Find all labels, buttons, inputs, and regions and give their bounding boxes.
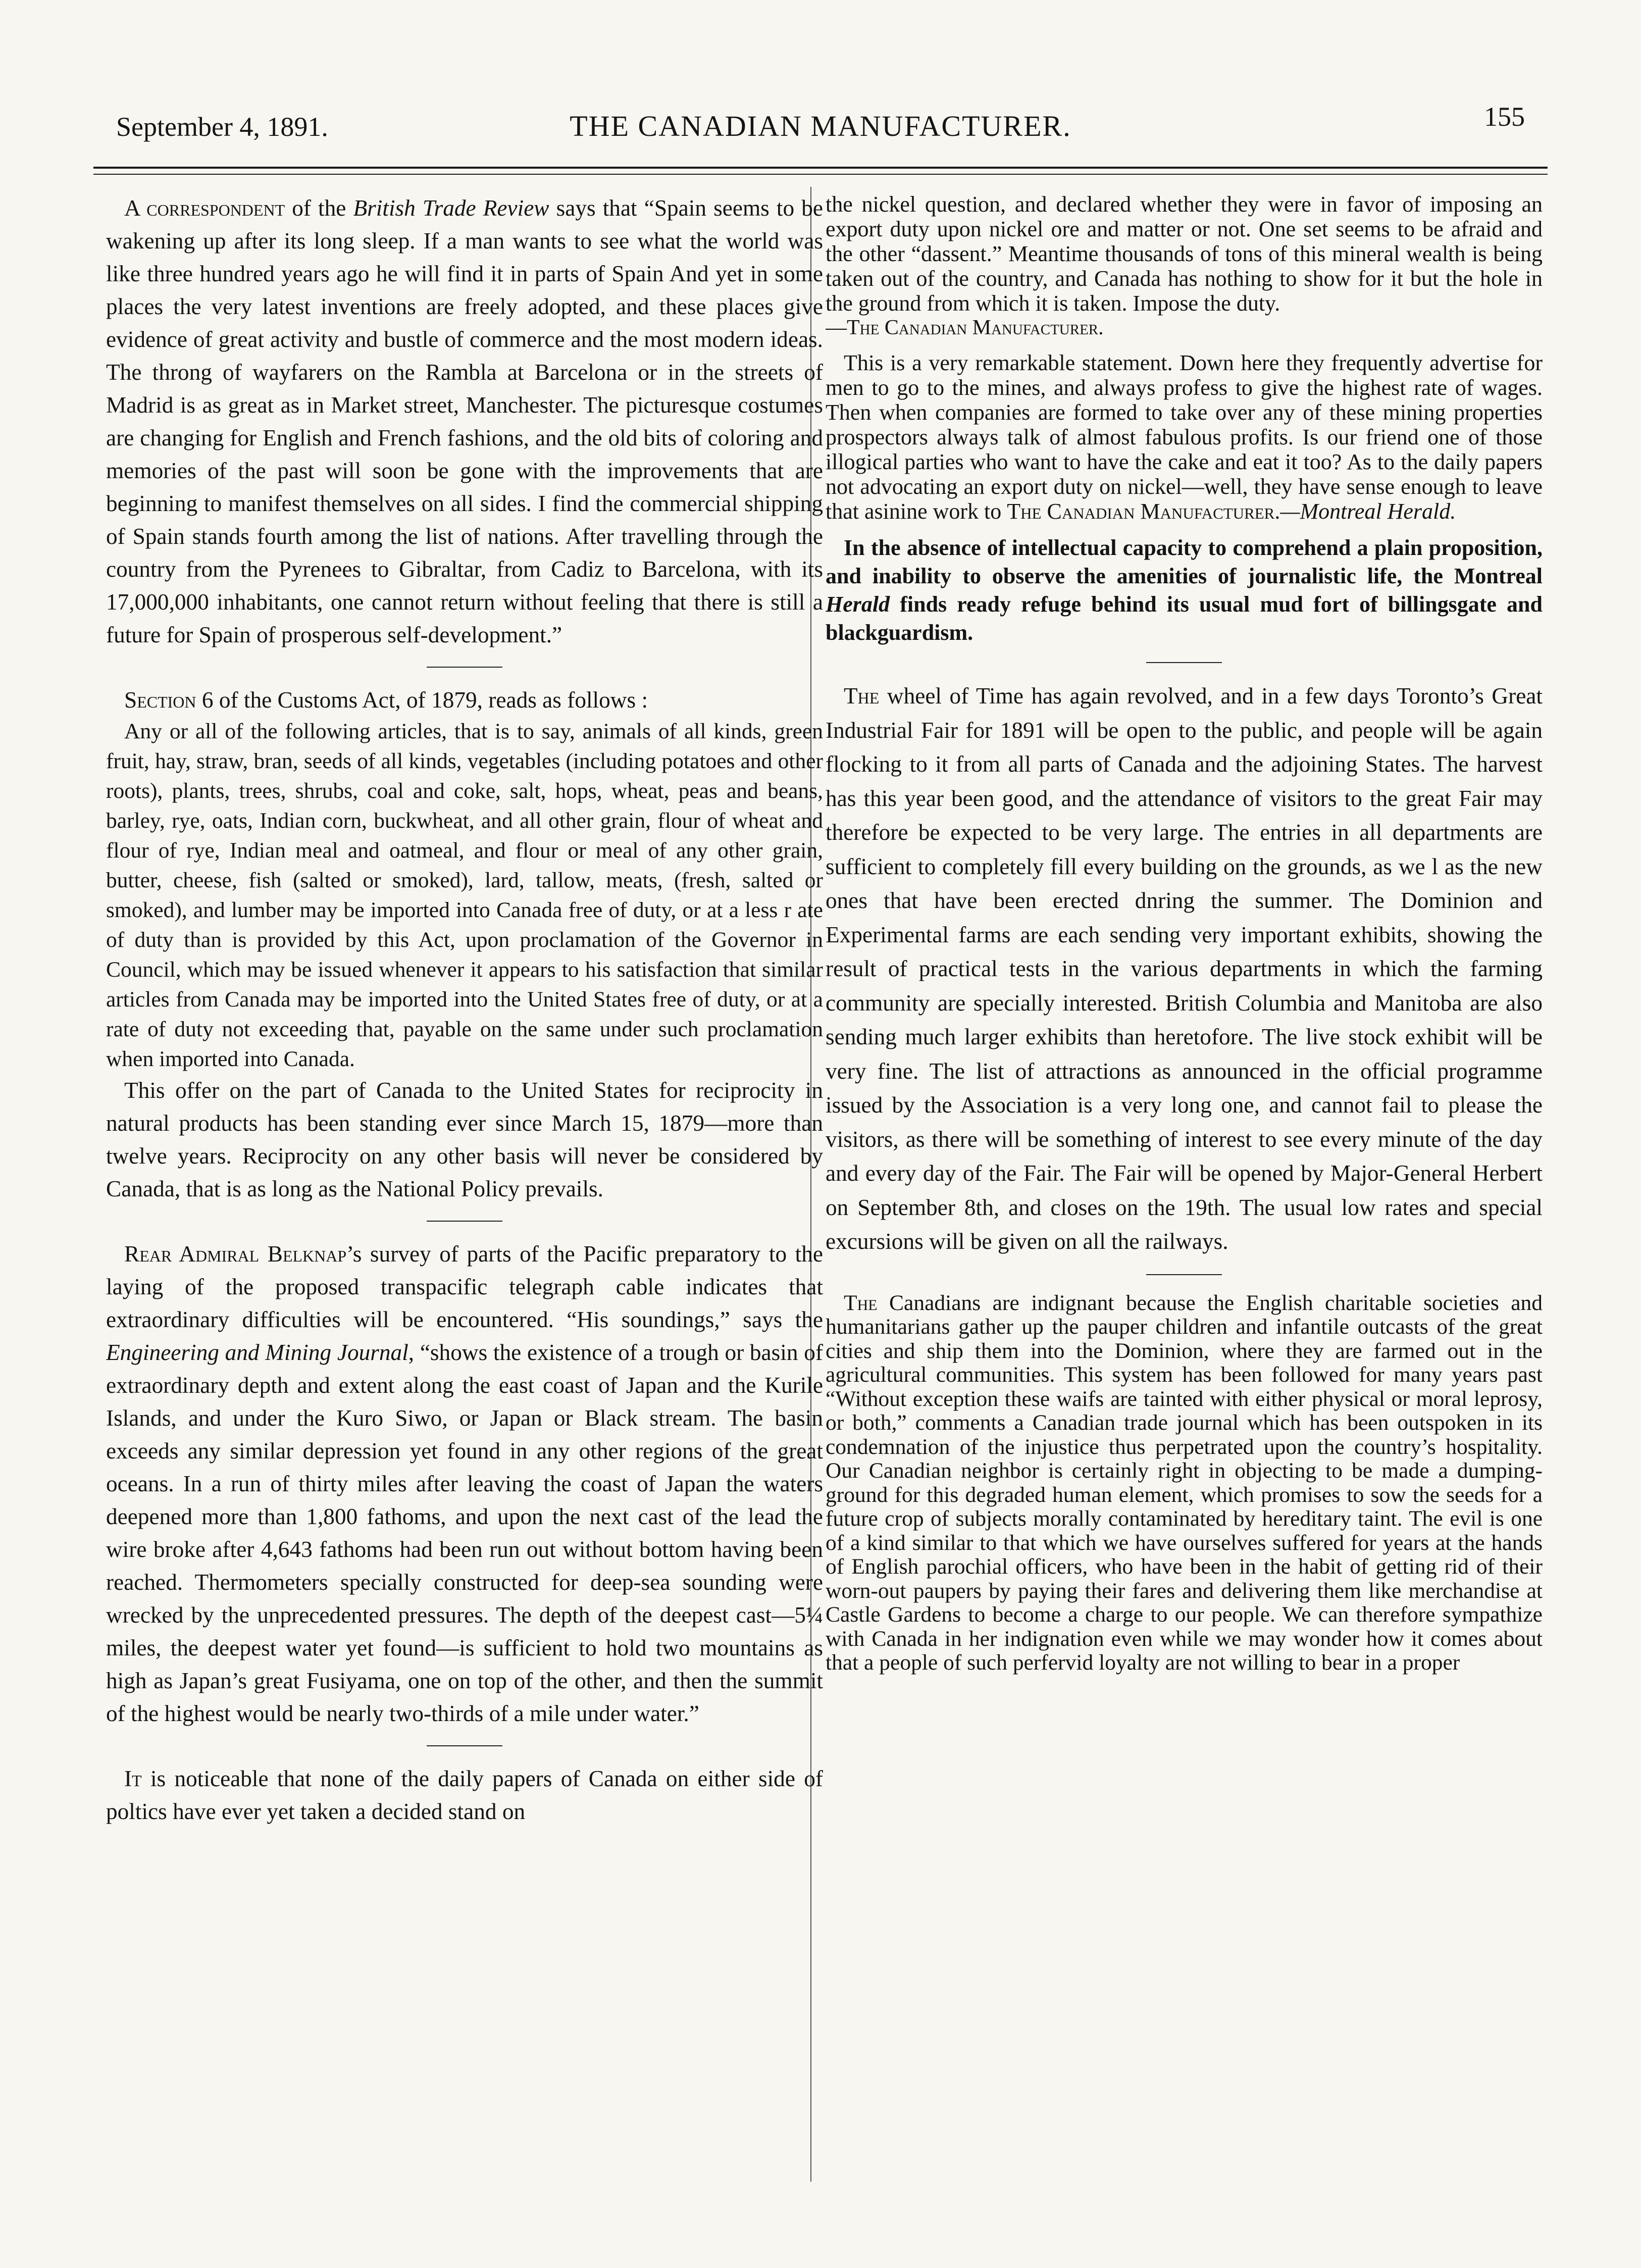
source-name: British Trade Review — [353, 195, 549, 221]
publication-title: THE CANADIAN MANUFACTURER. — [570, 110, 1071, 142]
article-belknap: Rear Admiral Belknap’s survey of parts of the Pacific preparatory to the laying of the proposed transpacific telegraph cable indicates that extraordinary difficulties will be encountered. “His soundings,” says the Engineering and Mining Journal, “shows the existence of a trough or basin of extraordinary depth and extent along the east coast of Japan and the Kurile Islands, and under the Kuro Siwo, or Japan or Black stream. The basin exceeds any similar depression yet found in any other regions of the great oceans. In a run of thirty miles after leaving the coast of Japan the waters deepened more than 1,800 fathoms, and upon the next cast of the lead the wire broke after 4,643 fathoms had been run out without bottom having been reached. Thermometers specially constructed for deep-sea sounding were wrecked by the unprecedented pressures. The depth of the deepest cast—5¼ miles, the deepest water yet found—is sufficient to hold two mountains as high as Japan’s great Fusiyama, one on top of the other, and then the summit of the highest would be nearly two-thirds of a mile under water.” — [106, 1241, 823, 1726]
page-number: 155 — [1484, 102, 1525, 132]
nickel-signature: —The Canadian Manufacturer. — [826, 316, 1104, 339]
section-separator — [427, 1745, 502, 1746]
right-column — [826, 192, 1543, 2161]
customs-offer-paragraph: This offer on the part of Canada to the United States for reciprocity in natural products has been standing ever since March 15, 1879—more than twelve years. Reciprocity on any other basis will never be considered by Canada, that is as long as the National Policy prevails. — [106, 1078, 823, 1201]
article-lead: A correspondent — [124, 195, 285, 221]
article-lead: Section — [124, 687, 196, 713]
herald-quote: This is a very remarkable statement. Down here they frequently advertise for men to go to the mines, and always profess to give the highest rate of wages. Then when companies are formed to take over any of these mining properties prospectors always talk of almost fabulous profits. Is our friend one of those illogical parties who want to have the cake and eat it too? As to the daily papers not advocating an export duty on nickel—well, they have sense enough to leave that asinine work to The Canadian Manufacturer.—Montreal Herald. — [826, 350, 1543, 524]
article-toronto-fair: The wheel of Time has again revolved, and in a few days Toronto’s Great Industrial Fair for 1891 will be open to the public, and people will be again flocking to it from all parts of Canada and the adjoining States. The harvest has this year been good, and the attendance of visitors to the great Fair may therefore be expected to be very large. The entries in all departments are sufficient to completely fill every building on the grounds, as we l as the new ones that have been erected dnring the summer. The Dominion and Experimental farms are each sending very important exhibits, showing the result of practical tests in the various departments in which the farming community are specially interested. British Columbia and Manitoba are also sending much larger exhibits than heretofore. The live stock exhibit will be very fine. The list of attractions as announced in the official programme issued by the Association is a very long one, and cannot fail to please the visitors, as there will be something of interest to see every minute of the day and every day of the Fair. The Fair will be opened by Major-General Herbert on September 8th, and closes on the 19th. The usual low rates and special excursions will be given on all the railways. — [826, 683, 1543, 1254]
source-name: —Montreal Herald. — [1280, 499, 1456, 524]
article-customs-intro: Section 6 of the Customs Act, of 1879, reads as follows : — [124, 687, 648, 713]
paper-name: The Canadian Manufacturer. — [1007, 499, 1280, 524]
article-lead: Rear Admiral Belknap — [124, 1241, 347, 1267]
article-paupers: The Canadians are indignant because the English charitable societies and humanitarians gather up the pauper children and infantile outcasts of the great cities and ship them into the Dominion, where they are farmed out in the agricultural communities. This system has been followed for many years past “Without exception these waifs are tainted with either physical or moral leprosy, or both,” comments a Canadian trade journal which has been outspoken in its condemnation of the injustice thus perpetrated upon the country’s hospitality. Our Canadian neighbor is certainly right in objecting to be made a dumping-ground for this degraded human element, which promises to sow the seeds for a future crop of subjects morally contaminated by hereditary taint. The evil is one of a kind similar to that which we have ourselves suffered for years at the hands of English parochial officers, who have been in the habit of getting rid of their worn-out paupers by paying their fares and delivering them like merchandise at Castle Gardens to become a charge to our people. We can therefore sympathize with Canada in her indignation even while we may wonder how it comes about that a people of such perfervid loyalty are not willing to bear in a proper — [826, 1290, 1543, 1675]
customs-act-quote: Any or all of the following articles, that is to say, animals of all kinds, green fruit, hay, straw, bran, seeds of all kinds, vegetables (including potatoes and other roots), plants, trees, shrubs, coal and coke, salt, hops, wheat, peas and beans, barley, rye, oats, Indian corn, buckwheat, and all other grain, flour of wheat and flour of rye, Indian meal and oatmeal, and flour or meal of any other grain, butter, cheese, fish (salted or smoked), lard, tallow, meats, (fresh, salted or smoked), and lumber may be imported into Canada free of duty, or at a less r ate of duty than is provided by this Act, upon proclamation of the Governor in Council, which may be issued whenever it appears to his satisfaction that similar articles from Canada may be imported into the United States free of duty, or at a rate of duty not exceeding that, payable on the same under such proclamation when imported into Canada. — [106, 719, 823, 1071]
article-lead: The — [844, 683, 880, 709]
source-name: Engineering and Mining Journal — [106, 1340, 408, 1365]
article-lead: The — [844, 1290, 878, 1315]
editorial-reply: In the absence of intellectual capacity to comprehend a plain proposition, and inability to observe the amenities of journalistic life, the Montreal Herald finds ready refuge behind its usual mud fort of billingsgate and blackguardism. — [826, 535, 1543, 645]
page-header — [116, 101, 1525, 157]
section-separator — [1146, 1274, 1222, 1275]
nickel-continued: the nickel question, and declared whether they were in favor of imposing an export duty upon nickel ore and matter or not. One set seems to be afraid and the other “dassent.” Meantime thousands of tons of this mineral wealth is being taken out of the country, and Canada has nothing to show for it but the hole in the ground from which it is taken. Impose the duty. — [826, 192, 1543, 316]
paper-name: Herald — [826, 592, 890, 617]
issue-date: September 4, 1891. — [116, 112, 328, 142]
header-rule-thick — [93, 167, 1548, 169]
article-lead: It — [124, 1766, 142, 1791]
section-separator — [1146, 662, 1222, 663]
section-separator — [427, 667, 502, 668]
header-rule-thin — [93, 174, 1548, 175]
article-spain: A correspondent of the British Trade Review says that “Spain seems to be wakening up after its long sleep. If a man wants to see what the world was like three hundred years ago he will find it in parts of Spain And yet in some places the very latest inventions are freely adopted, and these places give evidence of great activity and bustle of commerce and the most modern ideas. The throng of wayfarers on the Rambla at Barcelona or in the streets of Madrid is as great as in Market street, Manchester. The picturesque costumes are changing for English and French fashions, and the old bits of coloring and memories of the past will soon be gone with the improvements that are beginning to manifest themselves on all sides. I find the commercial shipping of Spain stands fourth among the list of nations. After travelling through the country from the Pyrenees to Gibraltar, from Cadiz to Barcelona, with its 17,000,000 inhabitants, one cannot return without feeling that there is still a future for Spain of prosperous self-development.” — [106, 195, 823, 647]
section-separator — [427, 1221, 502, 1222]
article-nickel-start: It is noticeable that none of the daily papers of Canada on either side of poltics have ever yet taken a decided stand on — [106, 1766, 823, 1824]
left-column — [106, 192, 823, 2161]
